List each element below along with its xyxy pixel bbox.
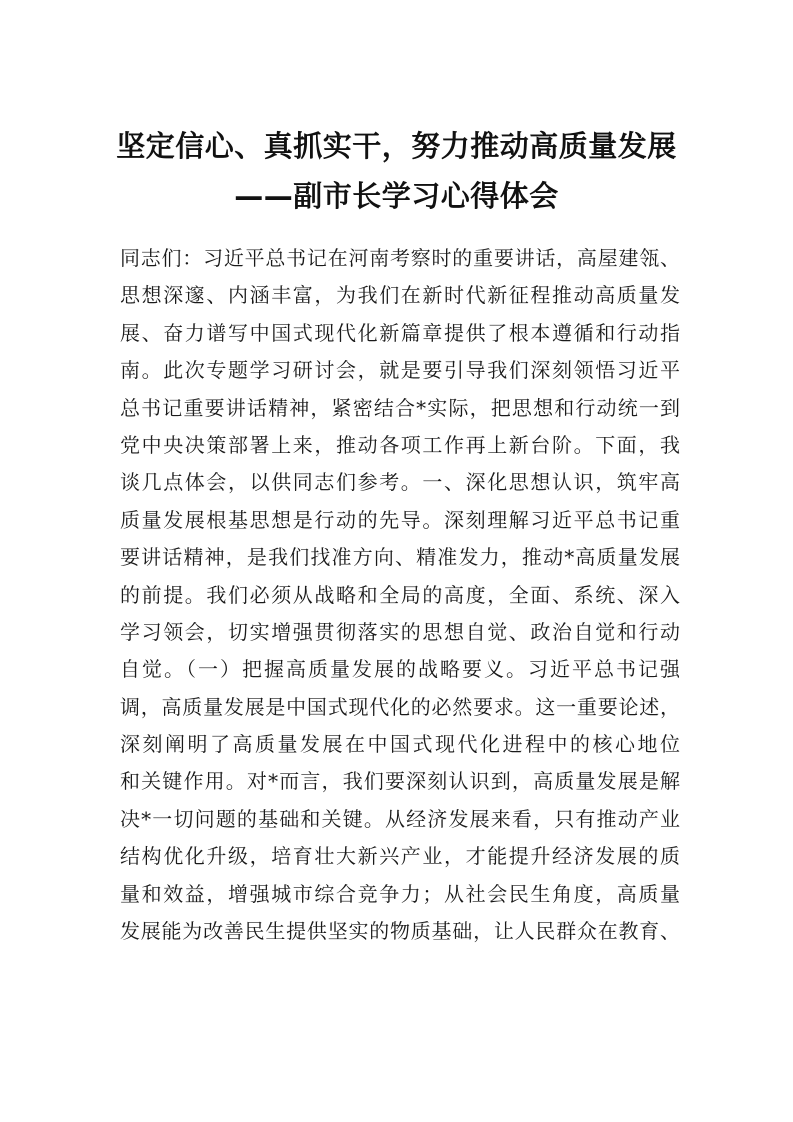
body-line: 展、奋力谱写中国式现代化新篇章提供了根本遵循和行动指 — [120, 320, 680, 345]
body-line: 要讲话精神，是我们找准方向、精准发力，推动*高质量发展 — [120, 545, 680, 570]
body-line: 总书记重要讲话精神，紧密结合*实际，把思想和行动统一到 — [120, 395, 680, 420]
body-line: 思想深邃、内涵丰富，为我们在新时代新征程推动高质量发 — [120, 283, 680, 308]
body-line: 的前提。我们必须从战略和全局的高度，全面、系统、深入 — [120, 582, 680, 607]
body-line: 决*一切问题的基础和关键。从经济发展来看，只有推动产业 — [120, 806, 680, 831]
body-line: 同志们：习近平总书记在河南考察时的重要讲话，高屋建瓴、 — [120, 246, 680, 270]
body-line: 和关键作用。对*而言，我们要深刻认识到，高质量发展是解 — [120, 769, 680, 794]
document-title: 坚定信心、真抓实干，努力推动高质量发展 — [116, 129, 677, 163]
body-line: 结构优化升级，培育壮大新兴产业，才能提升经济发展的质 — [120, 844, 680, 869]
document-body — [120, 240, 680, 950]
body-line: 深刻阐明了高质量发展在中国式现代化进程中的核心地位 — [120, 732, 680, 757]
body-line: 谈几点体会，以供同志们参考。一、深化思想认识，筑牢高 — [120, 470, 680, 495]
body-line: 量和效益，增强城市综合竞争力；从社会民生角度，高质量 — [120, 881, 680, 906]
body-line: 学习领会，切实增强贯彻落实的思想自觉、政治自觉和行动 — [120, 619, 680, 644]
body-line: 调，高质量发展是中国式现代化的必然要求。这一重要论述， — [120, 694, 680, 719]
body-line: 南。此次专题学习研讨会，就是要引导我们深刻领悟习近平 — [120, 358, 680, 383]
document-subtitle: ——副市长学习心得体会 — [234, 179, 559, 213]
body-line: 质量发展根基思想是行动的先导。深刻理解习近平总书记重 — [120, 507, 680, 532]
body-line: 发展能为改善民生提供坚实的物质基础，让人民群众在教育、 — [120, 919, 680, 944]
body-line: 党中央决策部署上来，推动各项工作再上新台阶。下面，我 — [120, 432, 680, 457]
body-line: 自觉。（一）把握高质量发展的战略要义。习近平总书记强 — [120, 657, 680, 682]
